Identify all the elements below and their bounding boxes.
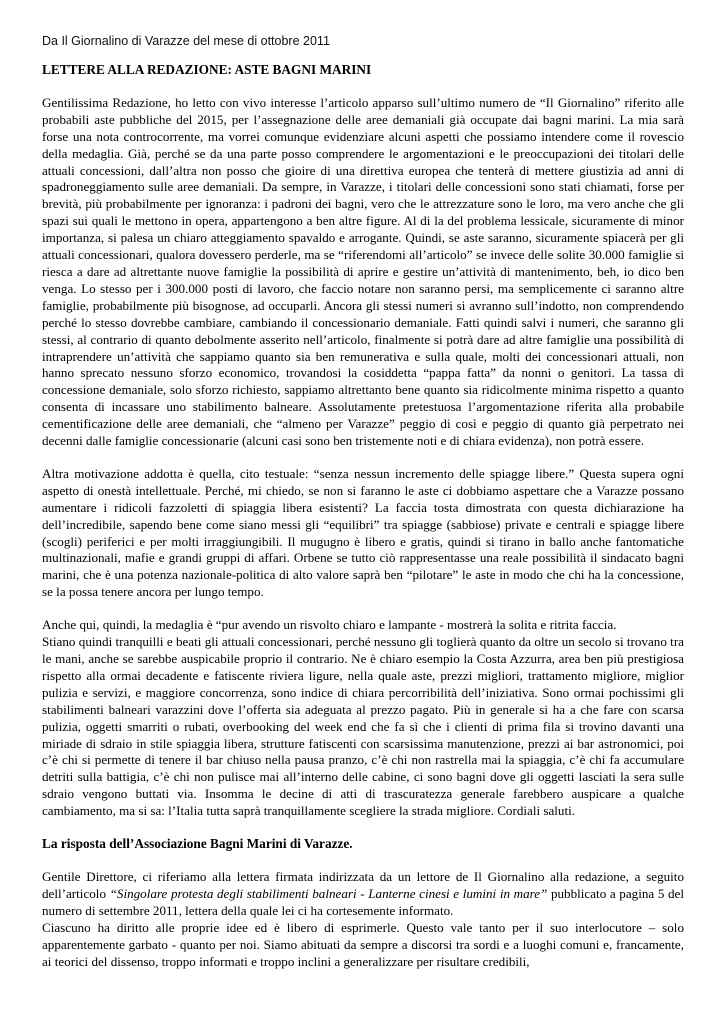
document-body [42, 62, 684, 970]
response-intro [42, 869, 684, 920]
letter-paragraph-4: Stiano quindi tranquilli e beati gli attuali concessionari, perché nessuno gli toglierà quanto da oltre un secolo si trovano tra le mani, anche se sarebbe auspicabile proprio il contrario. Ne è chiaro esempio la Costa Azzurra, area ben più prestigiosa rispetto alla ormai decadente e fatiscente riviera ligure, nella quale aste, prezzi migliori, trattamento migliore, miglior pulizia e servizi, e maggiore concorrenza, sono indice di chiara percorribilità dell’iniziativa. Sono ormai pochissimi gli stabilimenti balneari varazzini dove l’offerta sia adeguata al prezzo pagato. Più in generale si ha a che fare con scarsa pulizia, oggetti smarriti o rubati, overbooking del week end che fa sì che i clienti di prima fila si trovino davanti una miriade di sdraio in stile spiaggia libera, strutture fatiscenti con scarsissima manutenzione, prezzi ai bar astronomici, poi c’è chi si permette di tenere il bar chiuso nella pausa pranzo, c’è chi non rastrella mai la spiaggia, c’è chi fa accumulare detriti sulla battigia, c’è chi non pulisce mai all’interno delle cabine, ci sono bagni dove gli oggetti lasciati la sera sulle sdraio vengono buttati via. Insomma le decine di atti di trascuratezza generale farebbero auspicare a qualche cambiamento, ma si sa: l’Italia tutta saprà tranquillamente scegliere la strada migliore. Cordiali saluti. [42, 634, 684, 819]
letter-paragraph-3: Anche qui, quindi, la medaglia è “pur avendo un risvolto chiaro e lampante - mostrerà la solita e ritrita faccia. [42, 617, 617, 633]
letter-title: LETTERE ALLA REDAZIONE: ASTE BAGNI MARINI [42, 62, 372, 77]
response-body: Ciascuno ha diritto alle proprie idee ed è libero di esprimerle. Questo vale tanto per il suo interlocutore – solo apparentemente garbato - quanto per noi. Siamo abituati da sempre a discorsi tra sordi e a luoghi comuni e, francamente, ai teorici del dissenso, troppo informati e troppo inclini a generalizzare per risultare credibili, [42, 919, 684, 969]
response-intro-after: pubblicato a pagina 5 del numero di settembre 2011, lettera della quale lei ci ha cortesemente informato. [42, 885, 684, 918]
page-header: Da Il Giornalino di Varazze del mese di ottobre 2011 [42, 34, 330, 48]
letter-paragraph-2: Altra motivazione addotta è quella, cito testuale: “senza nessun incremento delle spiagge libere.” Questa supera ogni aspetto di onestà intellettuale. Perché, mi chiedo, se non si faranno le aste ci dobbiamo aspettare che a Varazze possano aumentare i ridicoli fazzoletti di spiaggia libera esistenti? La faccia tosta dimostrata con questa dichiarazione ha dell’incredibile, sapendo bene come siano messi gli “equilibri” tra spiagge (sabbiose) private e centrali e spiagge libere (scogli) periferici e per molti irraggiungibili. Il mugugno è libero e gratis, quindi si tirano in ballo anche fantomatiche multinazionali, mafie e grandi gruppi di affari. Orbene se tutto ciò rappresentasse una reale possibilità il sindacato bagni marini, che è una potenza nazionale-politica di alto valore saprà ben “pilotare” le aste in modo che chi ha la concessione, se la possa tenere ancora per lungo tempo. [42, 465, 684, 600]
response-intro-before: Gentile Direttore, ci riferiamo alla lettera firmata indirizzata da un lettore de Il Giornalino alla redazione, a seguito dell’articolo [42, 868, 684, 901]
letter-paragraph-1: Gentilissima Redazione, ho letto con vivo interesse l’articolo apparso sull’ultimo numero de “Il Giornalino” riferito alle probabili aste pubbliche del 2015, per l’assegnazione delle aree demaniali già occupate dai bagni marini. La mia sarà forse una nota controcorrente, ma vorrei comunque evidenziare alcuni aspetti che possiamo intendere come il rovescio della medaglia. Già, perché se da una parte posso comprendere le argomentazioni e le preoccupazioni dei titolari delle attuali concessioni, dall’altra non posso che gioire di una direttiva europea che tenterà di mettere giustizia ad anni di spadroneggiamento sulle aree demaniali. Da sempre, in Varazze, i titolari delle concessioni sono stati chiamati, forse per brevità, più probabilmente per ignoranza: i padroni dei bagni, vero che le attrezzature sono le loro, ma vero anche che gli spazi sui quali le mettono in opera, appartengono a ben altre figure. Al di la del problema lessicale, sicuramente di minor importanza, si palesa un chiaro atteggiamento spavaldo e arrogante. Quindi, se aste saranno, sicuramente spiacerà per gli attuali concessionari, qualora dovessero perderle, ma se “riferendomi all’articolo” se invece delle solite 30.000 famiglie si riesca a dare ad altrettante nuove famiglie la possibilità di aprire e gestire un’attività di mantenimento, beh, io dico ben venga. Lo stesso per i 300.000 posti di lavoro, che faccio notare non saranno persi, ma semplicemente ci saranno altre famiglie, probabilmente più bisognose, ad occuparli. Ancora gli stessi numeri si avranno sull’indotto, non comprendendo perché lo stesso dovrebbe cambiare, cambiando il concessionario demaniale. Fatti quindi salvi i numeri, che saranno gli stessi, al contrario di quanto debolmente asserito nell’articolo, finalmente si potrà dare ad altre famiglie una possibilità di intraprendere un’attività che sappiamo quanto sia ben remunerativa e sulla quale, molti dei concessionari attuali, non hanno sprecato nessuno sforzo economico, trovandosi la cosiddetta “pappa fatta” da nonni o genitori. La tassa di concessione demaniale, solo sforzo richiesto, sappiamo altrettanto bene quanto sia ridicolmente minima rispetto a quanto consenta di incassare uno stabilimento balneare. Assolutamente pretestuosa l’argomentazione riferita alla probabile cementificazione delle aree demaniali, che “almeno per Varazze” peggio di così e peggio di quanto già perpetrato nei decenni dalle famiglie concessionarie (alcuni casi sono ben tristemente noti e di chiara evidenza), non potrà essere. [42, 94, 684, 449]
response-article-title: “Singolare protesta degli stabilimenti balneari - Lanterne cinesi e lumini in mare” [109, 885, 548, 901]
response-title: La risposta dell’Associazione Bagni Marini di Varazze. [42, 836, 353, 852]
